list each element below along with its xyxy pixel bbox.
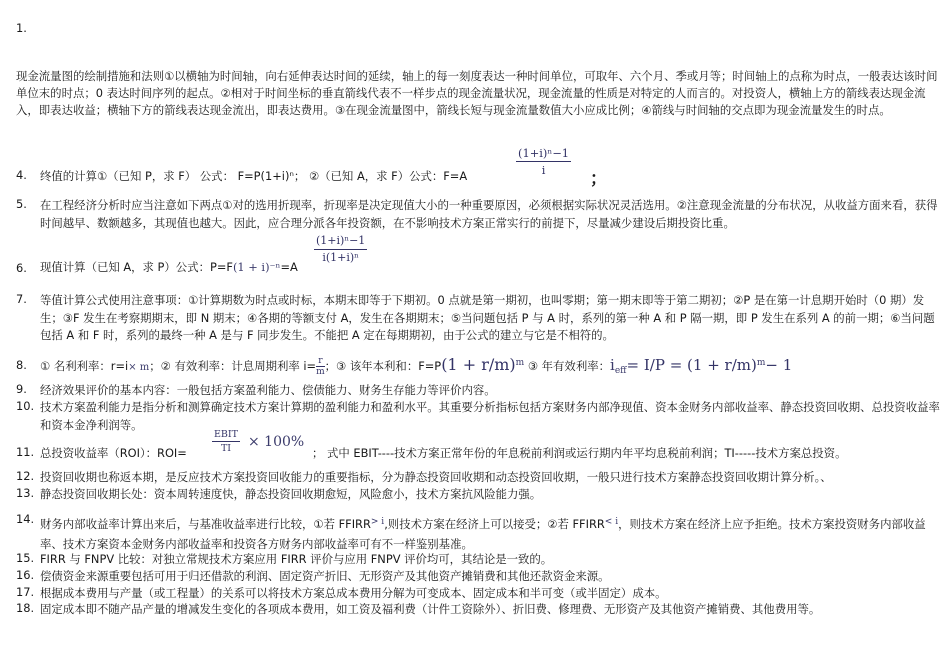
item-text: 投资回收期也称返本期，是反应技术方案投资回收能力的重要指标，分为静态投资回收期和动态投资回收期，一般只进行技术方案静态投资回收期计算分析。、 (40, 470, 832, 484)
item-number: 18. (16, 601, 35, 615)
fraction-numerator: (1+i)ⁿ−1 (314, 233, 367, 250)
item-number: 11. (16, 445, 35, 459)
item-number: 5. (16, 197, 27, 211)
item-text: 等值计算公式使用注意事项：①计算期数为时点或时标，本期末即等于下期初。0 点就是第一期初，也叫零期；第一期末即等于第二期初；②P 是在第一计息期开始时（0 期）发生；③F 发生在考察期期末，即 N 期末；④各期的等额支付 A，发生在各期期末；⑤当问题包括 P 与 A 时，系列的第一种 A 和 P 隔一期，即 P 发生在系列 A 的前一期；⑥当问题包括 A 和 F 时，系列的最终一种 A 是与 F 同步发生。不能把 A 定在每期期初，由于公式的建立与它是不相符的。 (40, 293, 935, 342)
item-number: 13. (16, 486, 35, 500)
formula-part: ；③ 该年本利和：F=P (324, 358, 442, 373)
item-number: 9. (16, 382, 27, 396)
formula-part: ③ 年有效利率： (527, 358, 610, 373)
item-number: 16. (16, 568, 35, 582)
item-number: 12. (16, 469, 35, 483)
fraction-numerator: EBIT (214, 429, 239, 440)
item-text: 静态投资回收期长处：资本周转速度快，静态投资回收期愈短，风险愈小，技术方案抗风险能力强。 (40, 487, 542, 501)
item-number: 7. (16, 292, 27, 306)
item-text-main: 现值计算（已知 A，求 P）公式：P=F (40, 260, 233, 274)
formula-fraction (212, 428, 240, 455)
item-text: 经济效果评价的基本内容：一般包括方案盈利能力、偿债能力、财务生存能力等评价内容。 (40, 383, 496, 397)
item-text: FIRR 与 FNPV 比较：对独立常规技术方案应用 FIRR 评价与应用 FNPV 评价均可，其结论是一致的。 (40, 552, 553, 566)
item-text: 技术方案盈利能力是指分析和测算确定技术方案计算期的盈利能力和盈利水平。其重要分析指标包括方案财务内部净现值、资本金财务内部收益率、静态投资回收期、总投资收益率和资本金净利润等。 (40, 400, 940, 432)
item-text-part: ，则技术方案在经济上应予拒绝。技术方案投资财务内部收益率、技术方案资本金财务内部收益率和投资各方财务内部收益率可有不一样鉴别基准。 (40, 517, 926, 551)
item-text-part: 财务内部收益率计算出来后，与基准收益率进行比较，①若 FFIRR (40, 517, 371, 531)
fraction-denominator: i (541, 163, 546, 177)
formula-inline: > i (370, 517, 385, 527)
intro-paragraph: 现金流量图的绘制措施和法则①以横轴为时间轴，向右延伸表达时间的延续，轴上的每一刻度表达一种时间单位，可取年、六个月、季或月等；时间轴上的点称为时点，一般表达该时间单位末的时点；0 表达时间序列的起点。②相对于时间坐标的垂直箭线代表不一样步点的现金流量状况，现金流量的性质是对特定的人而言的。对投资人，横轴上方的箭线表达现金流入，即表达收益；横轴下方的箭线表达现金流出，即表达费用。③在现金流量图中，箭线长短与现金流量数值大小应成比例；④箭线与时间轴的交点即为现金流量发生的时点。 (16, 69, 938, 117)
item-number: 10. (16, 399, 35, 413)
item-text: 偿债资金来源重要包括可用于归还借款的利润、固定资产折旧、无形资产及其他资产摊销费和其他还款资金来源。 (40, 569, 610, 583)
formula-inline: × 100% (248, 434, 305, 450)
formula-part: (1 + r/m) (441, 354, 516, 374)
formula-tail: ； (590, 169, 607, 189)
formula-exponent: m (515, 358, 525, 368)
item-number: 17. (16, 585, 35, 599)
formula-fraction (314, 233, 367, 266)
formula-part: = I/P = (1 + r/m) (626, 355, 757, 374)
formula-fraction (316, 356, 325, 377)
formula-part: ；② 有效利率：计息周期利率 i= (149, 358, 317, 373)
item-text: 终值的计算①（已知 P，求 F） 公式： F=P(1+i)ⁿ； ②（已知 A，求 F）公式：F=A (40, 169, 468, 183)
fraction-denominator: TI (220, 443, 232, 454)
item-text-part: ,则技术方案在经济上可以接受；②若 FFIRR (384, 517, 605, 531)
item-text-tail: ； 式中 EBIT----技术方案正常年份的年息税前利润或运行期内年平均息税前利润；TI-----技术方案总投资。 (312, 446, 847, 460)
formula-part: − 1 (765, 355, 793, 374)
fraction-numerator: r (316, 356, 325, 367)
formula-part: i (610, 355, 615, 374)
item-number: 6. (16, 261, 27, 275)
formula-part: × m (128, 361, 150, 373)
item-number: 8. (16, 358, 27, 372)
item-number: 14. (16, 512, 35, 526)
formula-inline: (1 + i)⁻ⁿ (232, 260, 281, 274)
formula-fraction (516, 145, 571, 178)
item-text (40, 512, 940, 554)
formula-exponent: m (756, 358, 766, 368)
item-text: 在工程经济分析时应当注意如下两点①对的选用折现率，折现率是决定现值大小的一种重要原因，必须根据实际状况灵活选用。②注意现金流量的分布状况，从收益方面来看，获得时间越早、数额越多，其现值也越大。因此，应合理分派各年投资额，在不影响技术方案正常实行的前提下，尽量减少建设后期投资比重。 (40, 198, 938, 230)
formula-subscript: eff (614, 366, 627, 377)
item-text: 根据成本费用与产量（或工程量）的关系可以将技术方案总成本费用分解为可变成本、固定成本和半可变（或半固定）成本。 (40, 586, 667, 600)
item-text: 总投资收益率（ROI）：ROI= (40, 446, 187, 460)
fraction-numerator: (1+i)ⁿ−1 (518, 146, 570, 160)
item-number: 4. (16, 168, 27, 182)
item-text: 固定成本即不随产品产量的增减发生变化的各项成本费用，如工资及福利费（计件工资除外）、折旧费、修理费、无形资产及其他资产摊销费、其他费用等。 (40, 602, 821, 616)
formula-equals: =A (280, 260, 298, 274)
fraction-denominator: m (316, 366, 325, 377)
formula-inline: < i (604, 517, 619, 527)
fraction-denominator: i(1+i)ⁿ (322, 251, 359, 264)
heading-number: 1. (16, 21, 27, 35)
item-text (40, 350, 792, 384)
item-number: 15. (16, 551, 35, 565)
item-text (40, 259, 298, 275)
formula-part: ① 名利利率：r=i (40, 358, 129, 373)
